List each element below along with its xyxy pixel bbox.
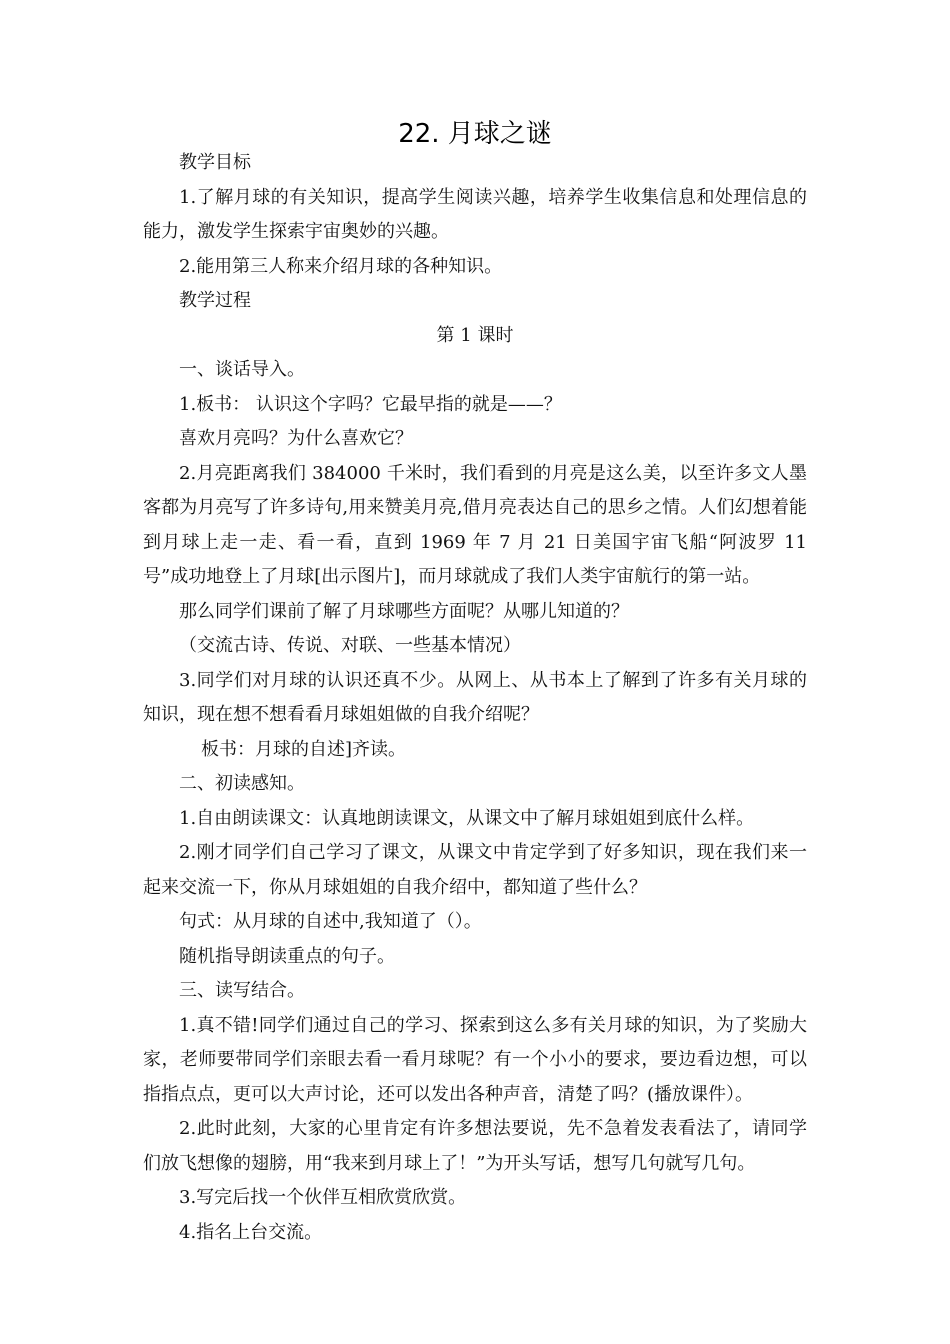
paragraph: 板书：月球的自述]齐读。 xyxy=(201,738,407,760)
paragraph: 3.同学们对月球的认识还真不少。从网上、从书本上了解到了许多有关月球的知识，现在想不想看看月球姐姐做的自我介绍呢？ xyxy=(143,669,807,725)
document-body xyxy=(143,146,807,1250)
paragraph: 教学过程 xyxy=(179,290,251,311)
paragraph: 1.板书： 认识这个字吗？它最早指的就是——？ xyxy=(179,393,562,415)
paragraph: 那么同学们课前了解了月球哪些方面呢？从哪儿知道的？ xyxy=(179,600,629,622)
paragraph: 喜欢月亮吗？为什么喜欢它？ xyxy=(179,428,413,449)
paragraph: 2.刚才同学们自己学习了课文，从课文中肯定学到了好多知识，现在我们来一起来交流一下，你从月球姐姐的自我介绍中，都知道了些什么？ xyxy=(143,842,807,898)
paragraph: 1.真不错!同学们通过自己的学习、探索到这么多有关月球的知识，为了奖励大家，老师要带同学们亲眼去看一看月球呢？有一个小小的要求，要边看边想，可以指指点点，更可以大声讨论，还可以发出各种声音，清楚了吗？(播放课件）。 xyxy=(143,1014,807,1105)
paragraph: 二、初读感知。 xyxy=(179,773,305,794)
document-title: 22. 月球之谜 xyxy=(398,119,552,149)
paragraph: 2.月亮距离我们 384000 千米时，我们看到的月亮是这么美，以至许多文人墨客都为月亮写了许多诗句,用来赞美月亮,借月亮表达自己的思乡之情。人们幻想着能到月球上走一走、看一看，直到 1969 年 7 月 21 日美国宇宙飞船“阿波罗 11号”成功地登上了月球[出示图片]，而月球就成了我们人类宇宙航行的第一站。 xyxy=(143,462,807,587)
paragraph: 3.写完后找一个伙伴互相欣赏欣赏。 xyxy=(179,1187,467,1208)
paragraph: 1.自由朗读课文：认真地朗读课文，从课文中了解月球姐姐到底什么样。 xyxy=(179,807,755,829)
paragraph: 2.能用第三人称来介绍月球的各种知识。 xyxy=(179,255,503,277)
paragraph: 第 1 课时 xyxy=(436,324,514,346)
paragraph: 随机指导朗读重点的句子。 xyxy=(179,945,395,967)
paragraph: 三、读写结合。 xyxy=(179,980,305,1001)
paragraph: 1.了解月球的有关知识，提高学生阅读兴趣，培养学生收集信息和处理信息的能力，激发学生探索宇宙奥妙的兴趣。 xyxy=(143,186,807,242)
paragraph: 教学目标 xyxy=(179,152,251,173)
paragraph: 句式：从月球的自述中,我知道了（）。 xyxy=(179,911,482,932)
paragraph: 4.指名上台交流。 xyxy=(179,1221,323,1243)
paragraph: 2.此时此刻，大家的心里肯定有许多想法要说，先不急着发表看法了，请同学们放飞想像的翅膀，用“我来到月球上了！”为开头写话，想写几句就写几句。 xyxy=(143,1118,807,1174)
paragraph: （交流古诗、传说、对联、一些基本情况） xyxy=(179,635,521,656)
paragraph: 一、谈话导入。 xyxy=(179,359,305,380)
